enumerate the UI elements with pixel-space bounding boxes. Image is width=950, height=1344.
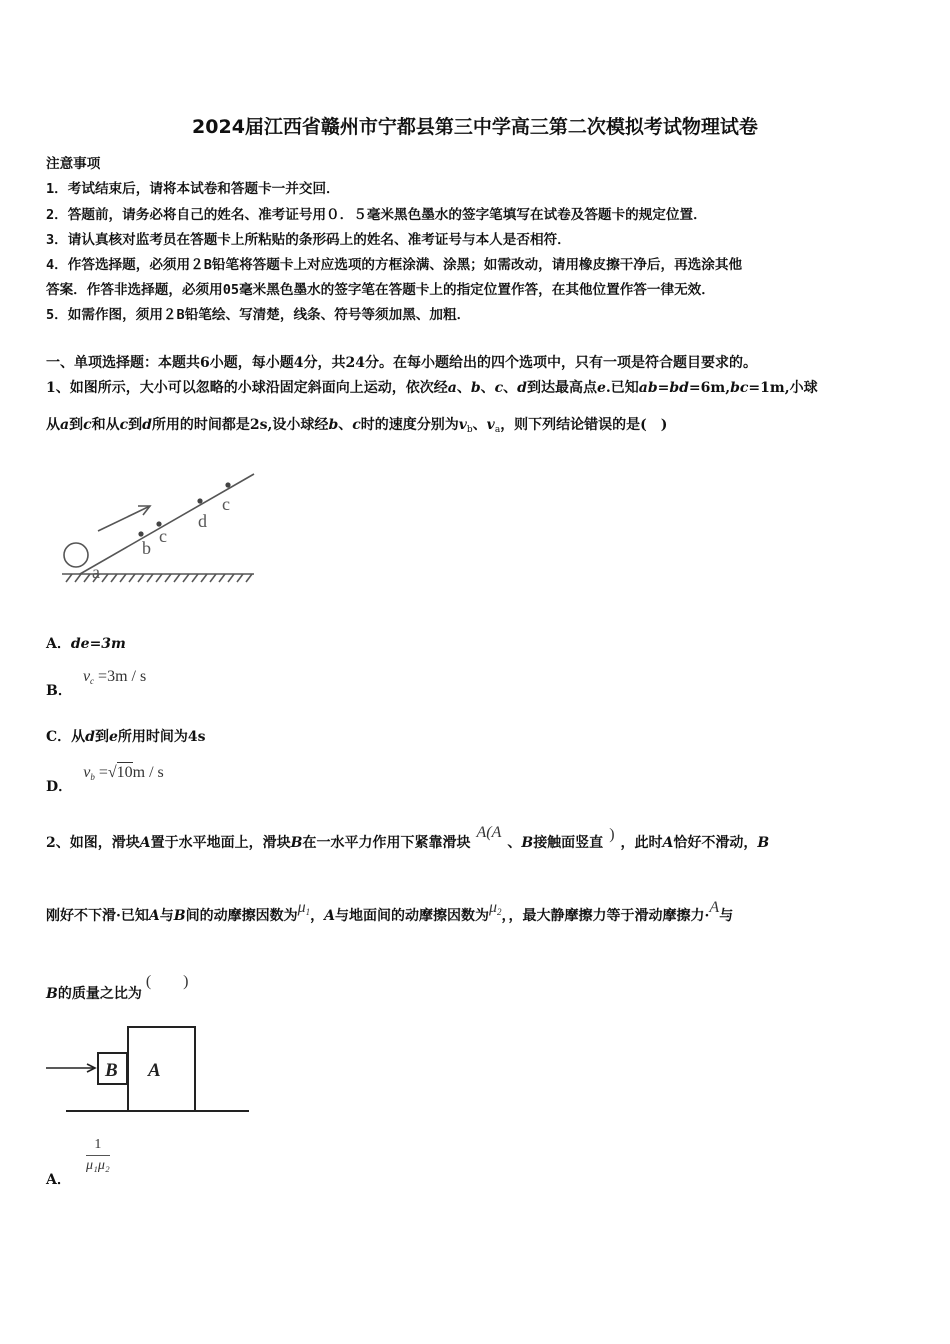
q1-option-d[interactable]: D． $v_b =√10m / s$ bbox=[46, 764, 164, 795]
point-e bbox=[225, 482, 230, 487]
notice-heading: 注意事项 bbox=[46, 156, 101, 172]
label-e: c bbox=[222, 494, 230, 514]
q1-option-c[interactable]: C．从d到e所用时间为4s bbox=[46, 729, 206, 745]
label-b: b bbox=[142, 538, 151, 558]
ball bbox=[64, 543, 88, 567]
motion-arrow bbox=[98, 506, 150, 531]
notice-item: 2．答题前，请务必将自己的姓名、准考证号用０．５毫米黑色墨水的签字笔填写在试卷及答题卡的规定位置． bbox=[46, 207, 707, 223]
block-b-label: B bbox=[105, 1060, 118, 1081]
block-a bbox=[128, 1027, 195, 1111]
notice-item: 1．考试结束后，请将本试卷和答题卡一并交回． bbox=[46, 181, 340, 197]
force-arrow bbox=[46, 1064, 95, 1072]
point-b bbox=[138, 531, 143, 536]
label-d: d bbox=[198, 511, 207, 531]
notice-item: 答案．作答非选择题，必须用05毫米黑色墨水的签字笔在答题卡上的指定位置作答，在其他位置作答一律无效． bbox=[46, 282, 715, 298]
q2-line-3: B的质量之比为( ) bbox=[46, 973, 189, 1002]
incline-surface bbox=[80, 474, 254, 574]
q2-line-2: 刚好不下滑·已知A与B间的动摩擦因数为$\mu_1$，A与地面间的动摩擦因数为$\mu_2$，，最大静摩擦力等于滑动摩擦力·A与 bbox=[46, 899, 734, 924]
blocks-figure bbox=[44, 1020, 254, 1120]
label-a: a bbox=[92, 562, 100, 582]
point-d bbox=[197, 498, 202, 503]
ground-hatching bbox=[62, 574, 254, 582]
label-c: c bbox=[159, 526, 167, 546]
notice-item: 5．如需作图，须用２B铅笔绘、写清楚，线条、符号等须加黑、加粗． bbox=[46, 307, 471, 323]
q2-option-a[interactable]: A． $\frac{1}{\text{μ₁μ₂}}$ bbox=[46, 1137, 110, 1188]
notice-item: 3．请认真核对监考员在答题卡上所粘贴的条形码上的姓名、准考证号与本人是否相符． bbox=[46, 232, 571, 248]
page-title: 2024届江西省赣州市宁都县第三中学高三第二次模拟考试物理试卷 bbox=[192, 116, 758, 138]
q2-line-1: 2、如图，滑块A置于水平地面上，滑块B在一水平力作用下紧靠滑块A(A、B接触面竖直 ) ，此时A恰好不滑动，B bbox=[46, 824, 770, 851]
q1-line-2: 从a到c和从c到d所用的时间都是2s,设小球经b、c时的速度分别为$v_b$、$v_a$，则下列结论错误的是( ) bbox=[46, 417, 668, 435]
block-a-label: A bbox=[148, 1060, 161, 1081]
incline-figure bbox=[58, 468, 258, 588]
notice-item: 4．作答选择题，必须用２B铅笔将答题卡上对应选项的方框涂满、涂黑；如需改动，请用橡皮擦干净后，再选涂其他 bbox=[46, 257, 743, 273]
q1-line-1: 1、如图所示，大小可以忽略的小球沿固定斜面向上运动，依次经a、b、c、d到达最高点e.已知ab=bd=6m,bc=1m,小球 bbox=[46, 380, 818, 396]
q1-option-b[interactable]: B． $v_c =3m / s$ bbox=[46, 668, 147, 699]
q1-option-a[interactable]: A．de=3m bbox=[46, 636, 126, 652]
section-heading: 一、单项选择题：本题共6小题，每小题4分，共24分。在每小题给出的四个选项中，只有一项是符合题目要求的。 bbox=[46, 355, 757, 371]
